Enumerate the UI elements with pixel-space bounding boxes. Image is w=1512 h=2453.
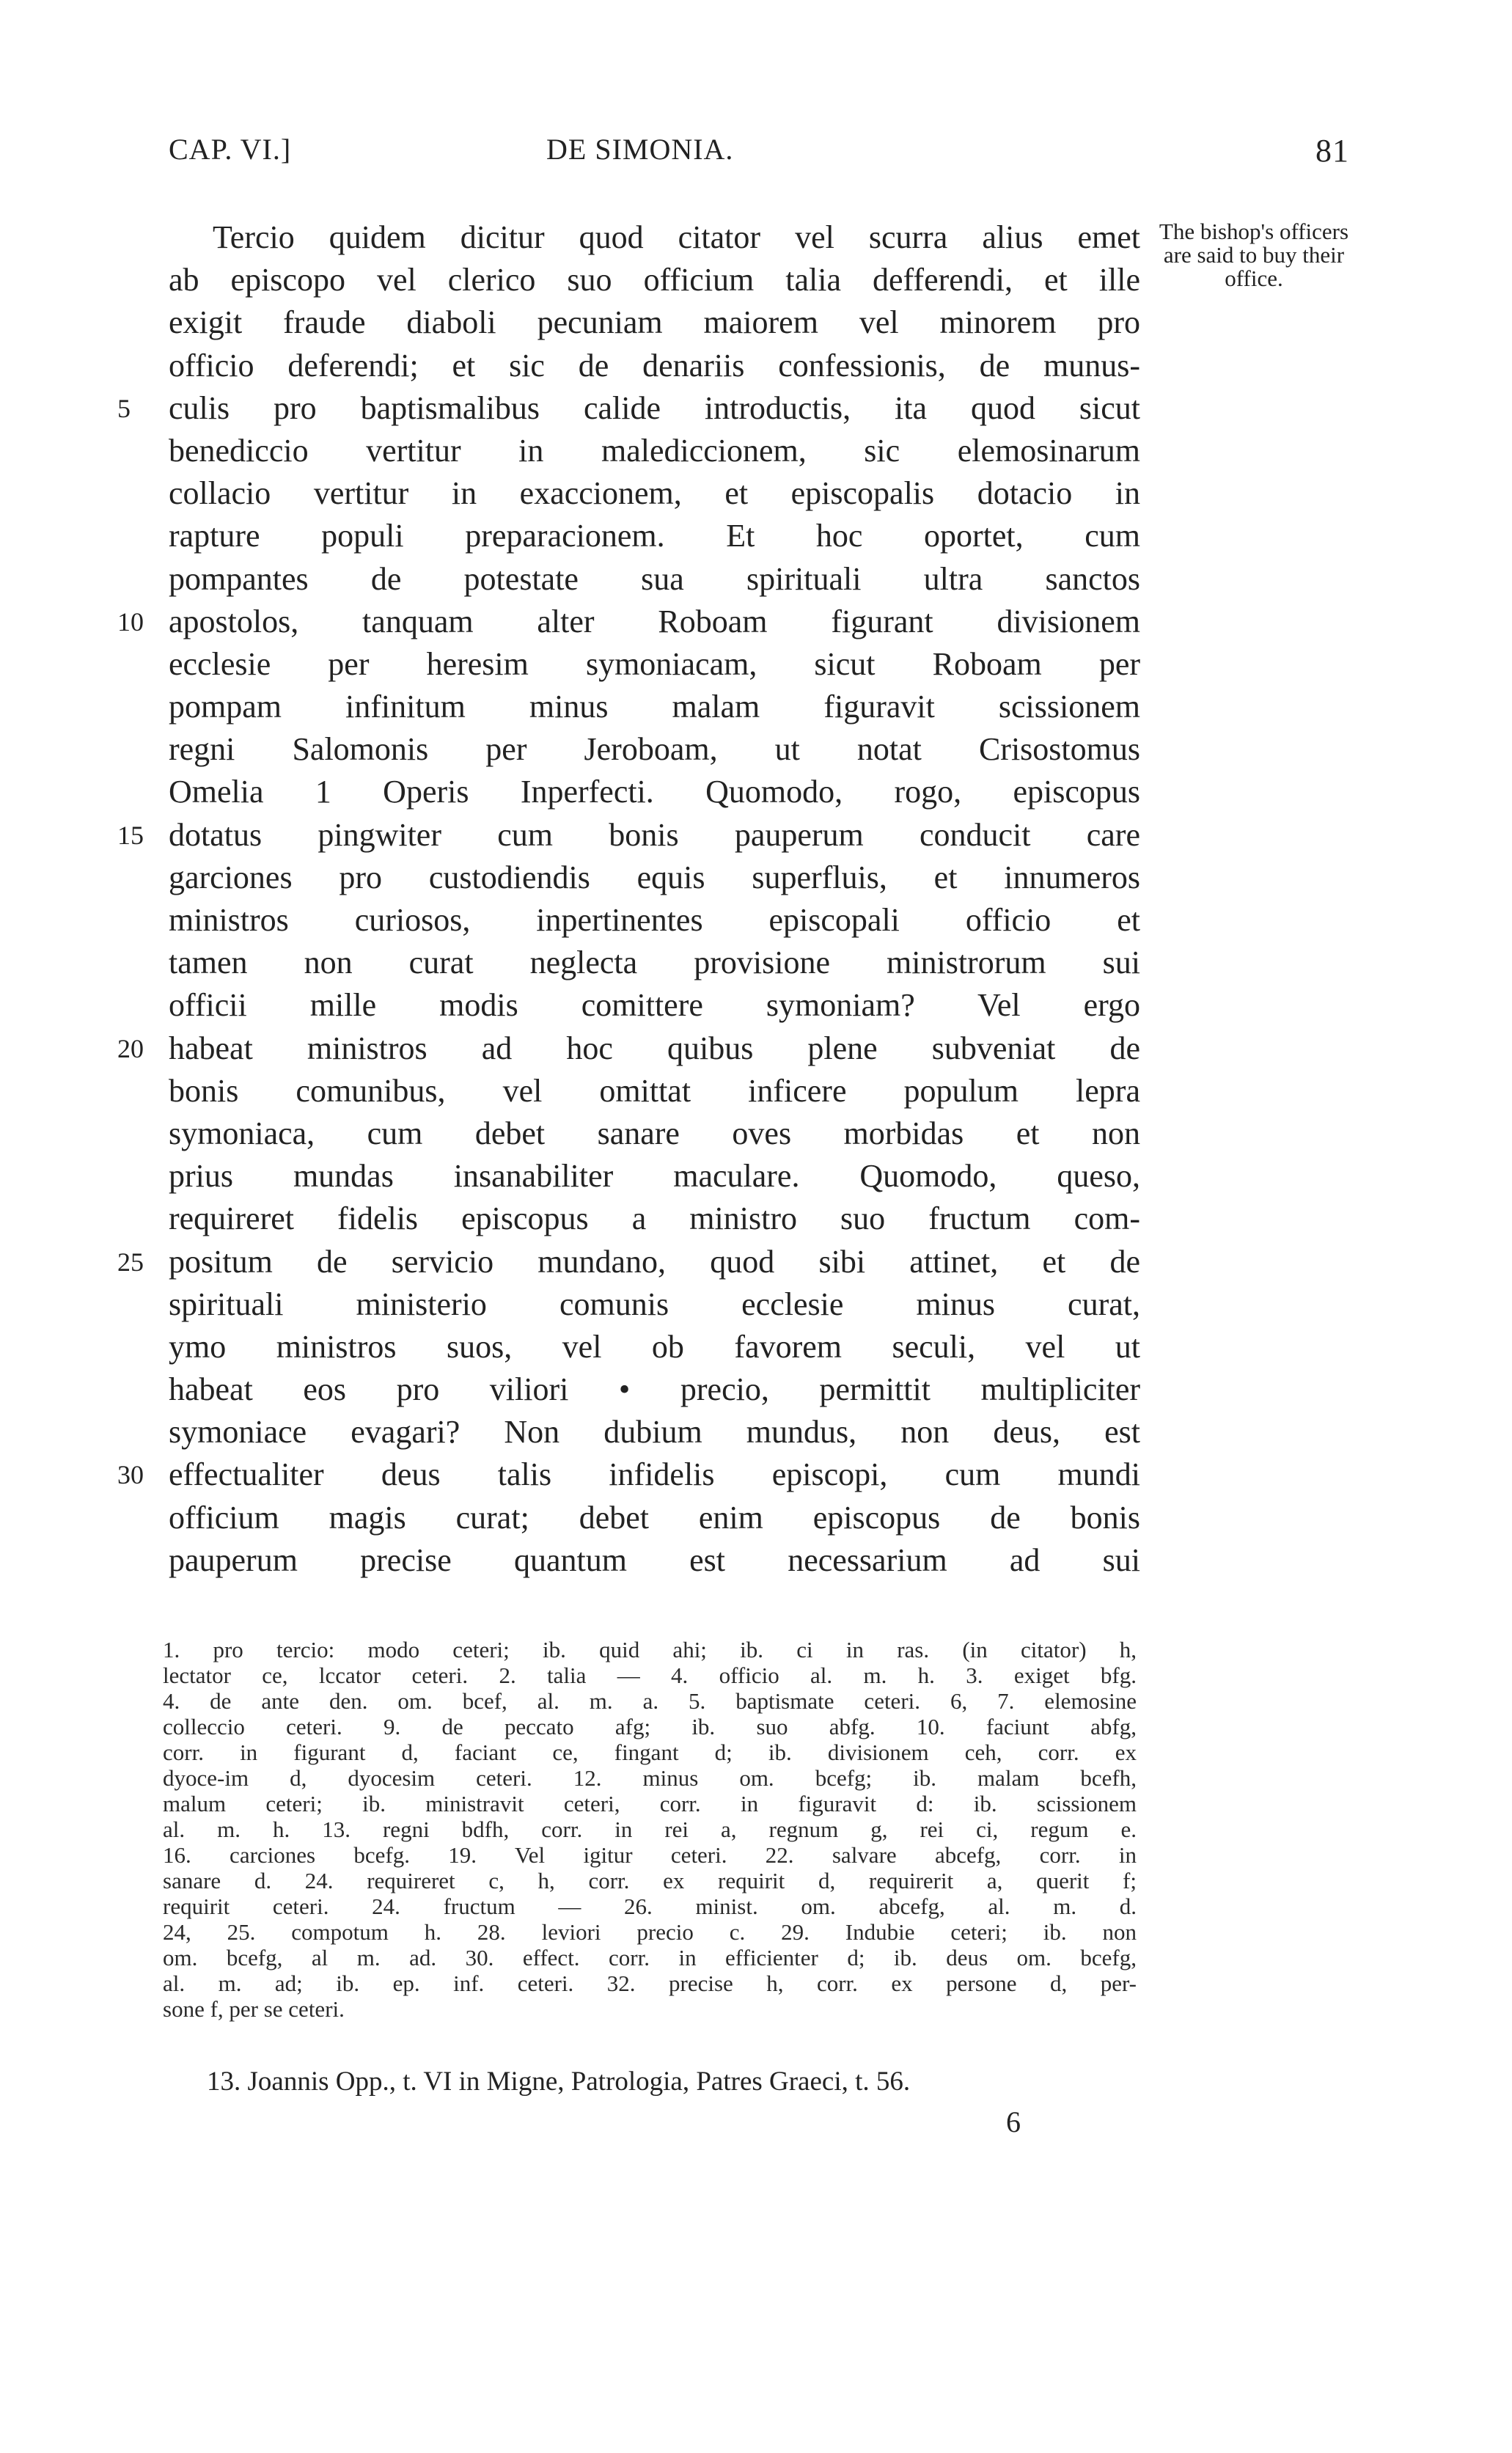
text-line bbox=[117, 1241, 1140, 1283]
text-line bbox=[169, 1070, 1140, 1112]
text-line bbox=[169, 643, 1140, 686]
apparatus-line: corr. in figurant d, faciant ce, fingant d; ib. divisionem ceh, corr. ex bbox=[163, 1739, 1137, 1765]
apparatus-line: al. m. h. 13. regni bdfh, corr. in rei a, regnum g, rei ci, regum e. bbox=[163, 1816, 1137, 1842]
text-line bbox=[169, 1411, 1140, 1453]
text-line bbox=[169, 430, 1140, 472]
text-line bbox=[169, 1539, 1140, 1582]
critical-apparatus bbox=[163, 1637, 1137, 2022]
text-line bbox=[117, 1453, 1140, 1496]
text-line bbox=[117, 1027, 1140, 1070]
line-text: requireret fidelis episcopus a ministro suo fructum com- bbox=[169, 1200, 1140, 1237]
text-line bbox=[169, 1497, 1140, 1539]
line-text: tamen non curat neglecta provisione ministrorum sui bbox=[169, 945, 1140, 981]
line-text: garciones pro custodiendis equis superfluis, et innumeros bbox=[169, 859, 1140, 895]
footnote: 13. Joannis Opp., t. VI in Migne, Patrologia, Patres Graeci, t. 56. bbox=[207, 2067, 911, 2097]
text-line bbox=[169, 771, 1140, 813]
line-text: habeat eos pro viliori • precio, permittit multipliciter bbox=[169, 1371, 1140, 1408]
line-text: culis pro baptismalibus calide introductis, ita quod sicut bbox=[169, 389, 1140, 426]
line-text: Omelia 1 Operis Inperfecti. Quomodo, rogo, episcopus bbox=[169, 774, 1140, 810]
text-line bbox=[169, 345, 1140, 387]
line-text: pauperum precise quantum est necessarium ad sui bbox=[169, 1541, 1140, 1578]
text-line bbox=[169, 942, 1140, 984]
line-text: Tercio quidem dicitur quod citator vel scurra alius emet bbox=[213, 219, 1140, 255]
line-text: prius mundas insanabiliter maculare. Quomodo, queso, bbox=[169, 1158, 1140, 1195]
text-line bbox=[169, 259, 1140, 301]
line-number: 30 bbox=[117, 1460, 144, 1490]
text-line bbox=[169, 899, 1140, 942]
running-title: DE SIMONIA. bbox=[546, 133, 734, 166]
apparatus-line: requirit ceteri. 24. fructum — 26. minist. om. abcefg, al. m. d. bbox=[163, 1893, 1137, 1919]
text-line bbox=[169, 1112, 1140, 1155]
line-text: rapture populi preparacionem. Et hoc oportet, cum bbox=[169, 518, 1140, 554]
text-line bbox=[117, 601, 1140, 643]
apparatus-line: colleccio ceteri. 9. de peccato afg; ib. suo abfg. 10. faciunt abfg, bbox=[163, 1714, 1137, 1739]
text-line bbox=[169, 1326, 1140, 1368]
line-text: effectualiter deus talis infidelis episcopi, cum mundi bbox=[169, 1456, 1140, 1493]
line-text: exigit fraude diaboli pecuniam maiorem vel minorem pro bbox=[169, 304, 1140, 341]
apparatus-line: malum ceteri; ib. ministravit ceteri, corr. in figuravit d: ib. scissionem bbox=[163, 1791, 1137, 1816]
line-number: 15 bbox=[117, 820, 144, 850]
line-number: 10 bbox=[117, 606, 144, 637]
text-line bbox=[169, 686, 1140, 728]
line-text: symoniace evagari? Non dubium mundus, non deus, est bbox=[169, 1414, 1140, 1451]
text-line bbox=[169, 301, 1140, 344]
line-text: ymo ministros suos, vel ob favorem seculi, vel ut bbox=[169, 1328, 1140, 1365]
text-line bbox=[169, 216, 1140, 259]
text-line bbox=[169, 1368, 1140, 1411]
text-line bbox=[169, 558, 1140, 601]
line-text: bonis comunibus, vel omittat inficere populum lepra bbox=[169, 1072, 1140, 1109]
line-text: benediccio vertitur in malediccionem, sic elemosinarum bbox=[169, 432, 1140, 469]
page-number: 81 bbox=[1315, 133, 1349, 169]
line-text: positum de servicio mundano, quod sibi attinet, et de bbox=[169, 1243, 1140, 1280]
apparatus-line: 4. de ante den. om. bcef, al. m. a. 5. baptismate ceteri. 6, 7. elemosine bbox=[163, 1688, 1137, 1714]
apparatus-line: 16. carciones bcefg. 19. Vel igitur ceteri. 22. salvare abcefg, corr. in bbox=[163, 1842, 1137, 1868]
line-text: apostolos, tanquam alter Roboam figurant divisionem bbox=[169, 603, 1140, 639]
apparatus-line: 1. pro tercio: modo ceteri; ib. quid ahi; ib. ci in ras. (in citator) h, bbox=[163, 1637, 1137, 1662]
line-text: officii mille modis comittere symoniam? Vel ergo bbox=[169, 987, 1140, 1024]
line-text: dotatus pingwiter cum bonis pauperum conducit care bbox=[169, 816, 1140, 853]
line-text: pompam infinitum minus malam figuravit scissionem bbox=[169, 689, 1140, 725]
apparatus-line: lectator ce, lccator ceteri. 2. talia — 4. officio al. m. h. 3. exiget bfg. bbox=[163, 1662, 1137, 1688]
text-line bbox=[169, 1198, 1140, 1240]
apparatus-line: sanare d. 24. requireret c, h, corr. ex requirit d, requirerit a, querit f; bbox=[163, 1868, 1137, 1893]
margin-note: The bishop's officers are said to buy their office. bbox=[1159, 219, 1349, 291]
line-text: ab episcopo vel clerico suo officium talia defferendi, et ille bbox=[169, 262, 1140, 298]
apparatus-line: 24, 25. compotum h. 28. leviori precio c. 29. Indubie ceteri; ib. non bbox=[163, 1919, 1137, 1945]
text-line bbox=[169, 857, 1140, 899]
line-text: pompantes de potestate sua spirituali ultra sanctos bbox=[169, 560, 1140, 597]
line-text: symoniaca, cum debet sanare oves morbidas et non bbox=[169, 1115, 1140, 1151]
apparatus-line: al. m. ad; ib. ep. inf. ceteri. 32. precise h, corr. ex persone d, per- bbox=[163, 1970, 1137, 1996]
text-line bbox=[117, 814, 1140, 857]
text-line bbox=[169, 1283, 1140, 1326]
apparatus-line: om. bcefg, al m. ad. 30. effect. corr. in efficienter d; ib. deus om. bcefg, bbox=[163, 1945, 1137, 1970]
line-text: ecclesie per heresim symoniacam, sicut Roboam per bbox=[169, 645, 1140, 682]
line-text: spirituali ministerio comunis ecclesie minus curat, bbox=[169, 1286, 1140, 1322]
apparatus-line: sone f, per se ceteri. bbox=[163, 1996, 345, 2022]
line-text: officio deferendi; et sic de denariis confessionis, de munus- bbox=[169, 347, 1140, 384]
text-line bbox=[117, 387, 1140, 430]
text-line bbox=[169, 515, 1140, 557]
line-text: collacio vertitur in exaccionem, et episcopalis dotacio in bbox=[169, 475, 1140, 512]
chapter-label: CAP. VI.] bbox=[169, 133, 292, 166]
line-text: habeat ministros ad hoc quibus plene subveniat de bbox=[169, 1030, 1140, 1066]
apparatus-line: dyoce-im d, dyocesim ceteri. 12. minus om. bcefg; ib. malam bcefh, bbox=[163, 1765, 1137, 1791]
line-text: ministros curiosos, inpertinentes episcopali officio et bbox=[169, 902, 1140, 938]
main-text bbox=[117, 216, 1140, 1582]
signature-mark: 6 bbox=[1006, 2105, 1021, 2138]
line-text: officium magis curat; debet enim episcopus de bonis bbox=[169, 1499, 1140, 1536]
line-text: regni Salomonis per Jeroboam, ut notat Crisostomus bbox=[169, 731, 1140, 768]
text-line bbox=[169, 472, 1140, 515]
text-line bbox=[169, 984, 1140, 1027]
line-number: 25 bbox=[117, 1247, 144, 1277]
text-line bbox=[169, 728, 1140, 771]
running-header bbox=[169, 132, 1349, 183]
line-number: 20 bbox=[117, 1033, 144, 1063]
line-number: 5 bbox=[117, 393, 131, 423]
text-line bbox=[169, 1155, 1140, 1198]
